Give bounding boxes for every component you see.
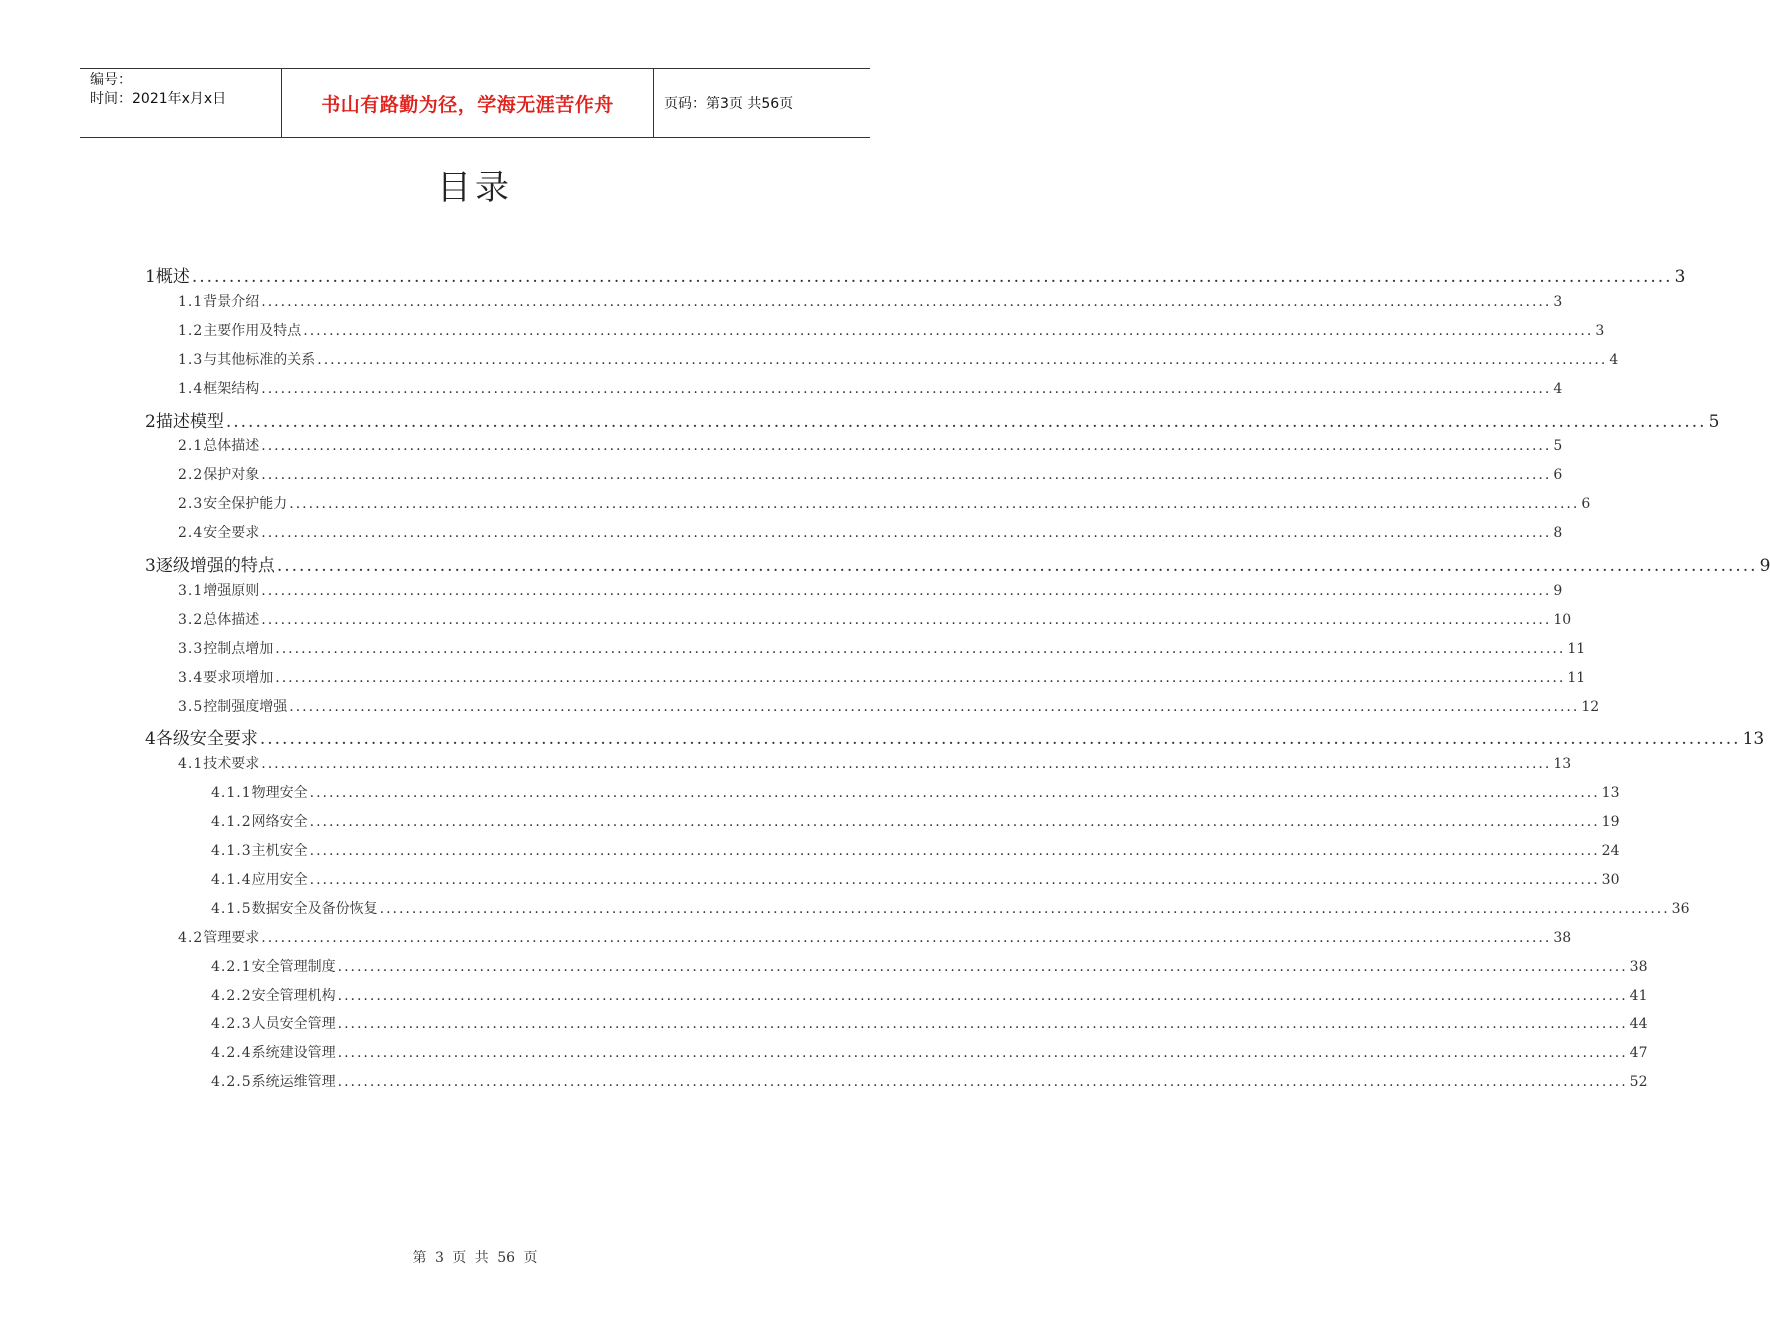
toc-entry-title: 安全要求 <box>203 525 260 542</box>
toc-entry-number: 1.2 <box>178 322 204 339</box>
toc-entry-title: 网络安全 <box>251 814 308 831</box>
toc-entry-number: 4.2.3 <box>211 1016 252 1033</box>
toc-entry-title: 安全保护能力 <box>203 496 288 513</box>
toc-entry-page: 13 <box>1742 729 1765 750</box>
toc-entry[interactable] <box>178 753 1572 773</box>
toc-leader-dots: ........................................................................................................................................................................................................ <box>337 958 1628 975</box>
toc-entry-title: 应用安全 <box>251 871 308 888</box>
toc-entry-number: 3.3 <box>178 640 204 657</box>
toc-entry-page: 3 <box>1674 267 1686 287</box>
toc-entry-page: 12 <box>1581 698 1600 715</box>
toc-entry-number: 4.2 <box>178 929 204 946</box>
toc-entry-title: 主机安全 <box>251 843 308 859</box>
toc-entry-page: 10 <box>1553 611 1572 628</box>
toc-entry-title: 背景介绍 <box>203 293 260 310</box>
toc-entry-title: 描述模型 <box>155 411 224 432</box>
toc-leader-dots: ........................................................................................................................................................................................................ <box>289 496 1580 513</box>
toc-entry-page: 6 <box>1581 496 1591 513</box>
toc-entry[interactable] <box>178 609 1572 629</box>
toc-entry-title: 总体描述 <box>203 438 260 455</box>
toc-entry-number: 4.1.5 <box>211 900 252 917</box>
toc-entry[interactable] <box>178 580 1563 600</box>
toc-entry-title: 各级安全要求 <box>155 729 258 750</box>
toc-entry-page: 44 <box>1629 1016 1648 1033</box>
toc-entry[interactable] <box>211 898 1690 918</box>
toc-entry[interactable] <box>211 840 1620 860</box>
toc-entry-title: 技术要求 <box>203 756 260 773</box>
toc-entry-number: 4.1.2 <box>211 814 252 831</box>
toc-entry-title: 安全管理制度 <box>251 958 336 975</box>
toc-leader-dots: ........................................................................................................................................................................................................ <box>275 669 1566 686</box>
toc-entry-page: 6 <box>1553 467 1563 484</box>
toc-leader-dots: ........................................................................................................................................................................................................ <box>261 525 1552 542</box>
page-title: 目录 <box>437 168 513 208</box>
toc-leader-dots: ........................................................................................................................................................................................................ <box>261 611 1552 628</box>
toc-entry-page: 13 <box>1601 785 1620 802</box>
toc-entry-page: 5 <box>1553 438 1563 455</box>
toc-entry[interactable] <box>211 811 1620 831</box>
toc-entry-number: 1 <box>145 267 156 287</box>
toc-entry-number: 3.4 <box>178 669 204 686</box>
toc-entry-number: 3.1 <box>178 582 204 599</box>
toc-entry[interactable] <box>145 551 1770 576</box>
toc-leader-dots: ........................................................................................................................................................................................................ <box>275 640 1566 657</box>
toc-entry-title: 框架结构 <box>203 380 260 397</box>
toc-entry-number: 4.2.2 <box>211 987 252 1004</box>
toc-leader-dots: ........................................................................................................................................................................................................ <box>225 411 1707 432</box>
toc-entry[interactable] <box>178 927 1572 947</box>
toc-entry-page: 3 <box>1595 322 1605 339</box>
toc-entry-page: 8 <box>1553 525 1563 542</box>
toc-entry-title: 控制强度增强 <box>203 698 288 715</box>
toc-entry-title: 主要作用及特点 <box>203 322 302 339</box>
toc-entry-number: 4.2.5 <box>211 1074 252 1091</box>
header-meta <box>80 69 282 137</box>
toc-entry-number: 2 <box>145 411 156 432</box>
toc-entry-title: 要求项增加 <box>203 669 274 686</box>
toc-entry-page: 4 <box>1553 380 1563 397</box>
toc-entry-page: 13 <box>1553 756 1572 773</box>
document-number-label: 编号： <box>90 72 132 88</box>
toc-entry-title: 控制点增加 <box>203 640 274 657</box>
toc-entry-page: 9 <box>1759 556 1770 576</box>
toc-leader-dots: ........................................................................................................................................................................................................ <box>309 814 1600 831</box>
toc-entry[interactable] <box>211 782 1620 802</box>
toc-entry-number: 3.2 <box>178 611 204 628</box>
toc-entry-title: 逐级增强的特点 <box>155 556 275 576</box>
toc-entry[interactable] <box>178 291 1563 311</box>
toc-entry-number: 4.1 <box>178 756 204 773</box>
toc-entry-number: 4.2.1 <box>211 958 252 975</box>
toc-leader-dots: ........................................................................................................................................................................................................ <box>259 729 1741 750</box>
toc-leader-dots: ........................................................................................................................................................................................................ <box>379 900 1670 917</box>
toc-entry-number: 2.2 <box>178 467 204 484</box>
page-header <box>80 68 870 138</box>
toc-entry[interactable] <box>178 667 1586 687</box>
toc-entry-title: 总体描述 <box>203 611 260 628</box>
toc-entry-title: 概述 <box>155 267 190 287</box>
toc-entry[interactable] <box>145 262 1686 287</box>
toc-entry-page: 47 <box>1629 1045 1648 1062</box>
toc-entry-number: 4.1.4 <box>211 871 252 888</box>
toc-entry-page: 3 <box>1553 293 1563 310</box>
toc-leader-dots: ........................................................................................................................................................................................................ <box>317 351 1608 368</box>
toc-entry[interactable] <box>178 320 1605 340</box>
toc-entry-page: 19 <box>1601 814 1620 831</box>
header-page-info: 页码：第3页 共56页 <box>664 96 794 112</box>
toc-entry[interactable] <box>178 522 1563 542</box>
toc-leader-dots: ........................................................................................................................................................................................................ <box>191 267 1673 287</box>
toc-entry[interactable] <box>178 349 1619 369</box>
toc-leader-dots: ........................................................................................................................................................................................................ <box>261 582 1552 599</box>
toc-entry-number: 4.1.3 <box>211 843 252 859</box>
toc-entry-title: 安全管理机构 <box>251 987 336 1004</box>
toc-leader-dots: ........................................................................................................................................................................................................ <box>276 556 1758 576</box>
toc-entry-page: 38 <box>1629 958 1648 975</box>
toc-leader-dots: ........................................................................................................................................................................................................ <box>309 843 1600 859</box>
toc-entry[interactable] <box>178 435 1563 455</box>
toc-entry-number: 4.1.1 <box>211 785 252 802</box>
toc-entry[interactable] <box>178 493 1591 513</box>
toc-leader-dots: ........................................................................................................................................................................................................ <box>289 698 1580 715</box>
toc-leader-dots: ........................................................................................................................................................................................................ <box>309 871 1600 888</box>
toc-entry-page: 11 <box>1567 669 1586 686</box>
toc-entry-page: 30 <box>1601 871 1620 888</box>
toc-entry-number: 3.5 <box>178 698 204 715</box>
document-time-label: 时间：2021年x月x日 <box>90 91 227 107</box>
toc-entry[interactable] <box>211 1013 1648 1033</box>
toc-leader-dots: ........................................................................................................................................................................................................ <box>261 467 1552 484</box>
toc-entry-number: 2.4 <box>178 525 204 542</box>
toc-leader-dots: ........................................................................................................................................................................................................ <box>261 438 1552 455</box>
toc-entry-title: 与其他标准的关系 <box>203 351 316 368</box>
toc-entry[interactable] <box>178 696 1600 716</box>
toc-entry-title: 系统建设管理 <box>251 1045 336 1062</box>
toc-entry-number: 1.4 <box>178 380 204 397</box>
toc-entry-page: 11 <box>1567 640 1586 657</box>
toc-leader-dots: ........................................................................................................................................................................................................ <box>261 756 1552 773</box>
toc-leader-dots: ........................................................................................................................................................................................................ <box>261 380 1552 397</box>
toc-entry-page: 9 <box>1553 582 1563 599</box>
toc-leader-dots: ........................................................................................................................................................................................................ <box>337 1016 1628 1033</box>
toc-entry[interactable] <box>145 407 1720 432</box>
toc-entry[interactable] <box>211 1071 1648 1091</box>
page-footer: 第 3 页 共 56 页 <box>412 1250 538 1266</box>
toc-leader-dots: ........................................................................................................................................................................................................ <box>337 1074 1628 1091</box>
toc-entry-page: 24 <box>1601 843 1620 859</box>
toc-entry-number: 1.1 <box>178 293 204 310</box>
toc-entry-page: 41 <box>1629 987 1648 1004</box>
toc-leader-dots: ........................................................................................................................................................................................................ <box>261 293 1552 310</box>
toc-entry[interactable] <box>178 638 1586 658</box>
toc-entry-title: 增强原则 <box>203 582 260 599</box>
toc-entry[interactable] <box>211 956 1648 976</box>
toc-entry[interactable] <box>211 985 1648 1005</box>
toc-entry-number: 4.2.4 <box>211 1045 252 1062</box>
toc-entry-page: 36 <box>1671 900 1690 917</box>
toc-entry-title: 物理安全 <box>251 785 308 802</box>
toc-entry-number: 2.3 <box>178 496 204 513</box>
header-motto: 书山有路勤为径，学海无涯苦作舟 <box>282 69 654 137</box>
toc-entry[interactable] <box>145 724 1765 750</box>
toc-leader-dots: ........................................................................................................................................................................................................ <box>261 929 1552 946</box>
toc-entry-title: 数据安全及备份恢复 <box>251 900 378 917</box>
toc-entry-page: 52 <box>1629 1074 1648 1091</box>
toc-entry-number: 2.1 <box>178 438 204 455</box>
toc-entry-number: 3 <box>145 556 156 576</box>
toc-leader-dots: ........................................................................................................................................................................................................ <box>337 987 1628 1004</box>
toc-entry-number: 1.3 <box>178 351 204 368</box>
toc-entry[interactable] <box>211 1042 1648 1062</box>
toc-entry-title: 系统运维管理 <box>251 1074 336 1091</box>
toc-entry-title: 人员安全管理 <box>251 1016 336 1033</box>
toc-leader-dots: ........................................................................................................................................................................................................ <box>303 322 1594 339</box>
toc-entry-page: 4 <box>1609 351 1619 368</box>
toc-entry[interactable] <box>211 869 1620 889</box>
toc-entry-title: 管理要求 <box>203 929 260 946</box>
toc-entry[interactable] <box>178 464 1563 484</box>
toc-leader-dots: ........................................................................................................................................................................................................ <box>337 1045 1628 1062</box>
toc-entry-number: 4 <box>145 729 156 750</box>
toc-leader-dots: ........................................................................................................................................................................................................ <box>309 785 1600 802</box>
toc-entry-page: 38 <box>1553 929 1572 946</box>
toc-entry-page: 5 <box>1708 411 1720 432</box>
toc-entry-title: 保护对象 <box>203 467 260 484</box>
toc-entry[interactable] <box>178 378 1563 398</box>
